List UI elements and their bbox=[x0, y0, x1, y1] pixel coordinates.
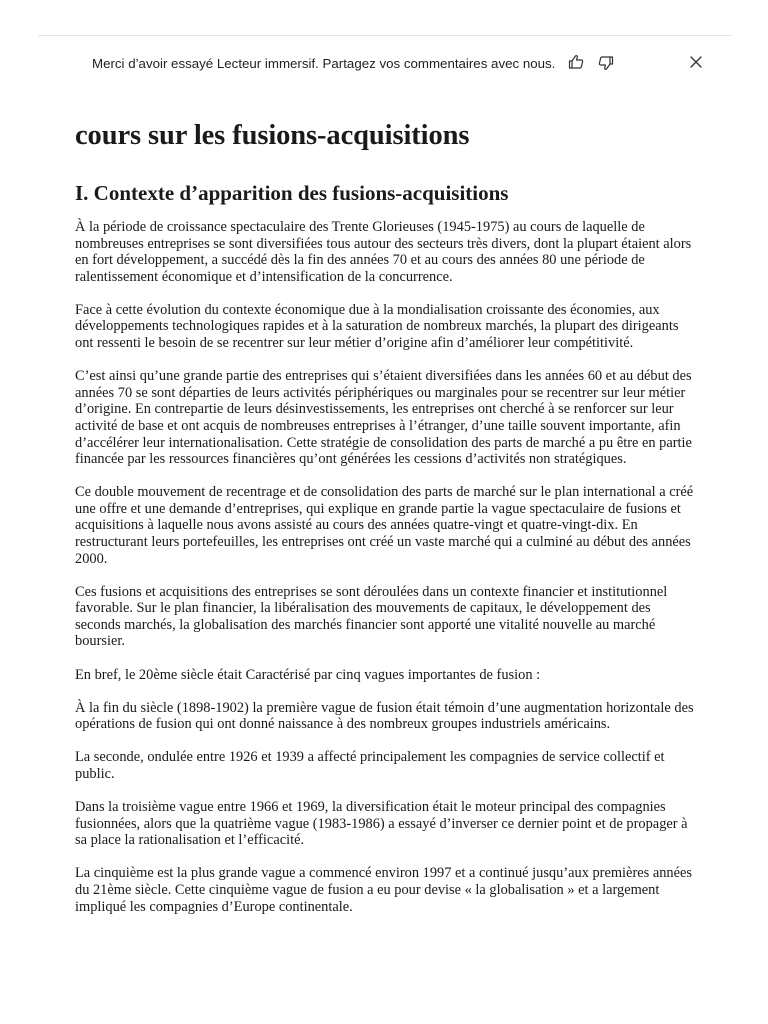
paragraph: Dans la troisième vague entre 1966 et 1969, la diversification était le moteur principal des compagnies fusionnées, alors que la quatrième vague (1983-1986) a essayé d’inverser ce dernier point et de propager à sa place la rationalisation et l’efficacité. bbox=[75, 799, 688, 849]
page-title: cours sur les fusions-acquisitions bbox=[75, 120, 470, 151]
close-icon[interactable] bbox=[684, 50, 708, 74]
paragraph: La cinquième est la plus grande vague a commencé environ 1997 et a continué jusqu’aux premières années du 21ème siècle. Cette cinquième vague de fusion a eu pour devise « la globalisation » et a largement impliqué les compagnies d’Europe continentale. bbox=[75, 865, 692, 915]
paragraph: À la période de croissance spectaculaire des Trente Glorieuses (1945-1975) au cours de laquelle de nombreuses entreprises se sont diversifiées tous autour des secteurs très divers, dont la plupart étaient alors en fort développement, a succédé dès la fin des années 70 et au cours des années 80 une période de ralentissement économique et d’intensification de la concurrence. bbox=[75, 219, 692, 285]
section-heading: I. Contexte d’apparition des fusions-acquisitions bbox=[75, 181, 509, 205]
paragraph: En bref, le 20ème siècle était Caractérisé par cinq vagues importantes de fusion : bbox=[75, 666, 541, 683]
paragraph: À la fin du siècle (1898-1902) la première vague de fusion était témoin d’une augmentation horizontale des opérations de fusion qui ont donné naissance à des nombreux groupes industriels américains. bbox=[75, 699, 694, 733]
paragraph: La seconde, ondulée entre 1926 et 1939 a affecté principalement les compagnies de service collectif et public. bbox=[75, 749, 665, 782]
paragraph: Ces fusions et acquisitions des entreprises se sont déroulées dans un contexte financier et institutionnel favorable. Sur le plan financier, la libéralisation des mouvements de capitaux, le développement des seconds marchés, la globalisation des marchés financier sont apporté une vitalité nouvelle au marché boursier. bbox=[75, 583, 668, 650]
paragraph: Face à cette évolution du contexte économique due à la mondialisation croissante des économies, aux développements technologiques rapides et à la saturation de nombreux marchés, la plupart des dirigeants ont ressenti le besoin de se recentrer sur leur métier d’origine afin d’améliorer leur compétitivité. bbox=[75, 301, 679, 352]
paragraph: Ce double mouvement de recentrage et de consolidation des parts de marché sur le plan international a créé une offre et une demande d’entreprises, qui explique en grande partie la vague spectaculaire de fusions et acquisitions à laquelle nous avons assisté au cours des années quatre-vingt et quatre-vingt-dix. En restructurant leurs portefeuilles, les entreprises ont créé un vaste marché qui a culminé au début des années 2000. bbox=[75, 484, 694, 567]
feedback-message: Merci d’avoir essayé Lecteur immersif. Partagez vos commentaires avec nous. bbox=[92, 55, 556, 71]
top-divider bbox=[38, 35, 731, 36]
thumbs-down-icon[interactable] bbox=[594, 51, 618, 75]
feedback-banner bbox=[92, 50, 712, 76]
reader-content bbox=[75, 118, 695, 932]
article-body bbox=[75, 219, 695, 915]
paragraph: C’est ainsi qu’une grande partie des entreprises qui s’étaient diversifiées dans les années 60 et au début des années 70 se sont départies de leurs activités périphériques ou marginales pour se recentrer sur leur métier d’origine. En contrepartie de leurs désinvestissements, les entreprises ont cherché à se renforcer sur leur activité de base et ont acquis de nombreuses entreprises à l’étranger, d’une taille souvent importante, afin d’accélérer leur internationalisation. Cette stratégie de consolidation des parts de marché a pu être en partie financée par les ressources financières qu’ont générées les cessions d’activités non stratégiques. bbox=[75, 368, 692, 468]
thumbs-up-icon[interactable] bbox=[564, 50, 588, 74]
